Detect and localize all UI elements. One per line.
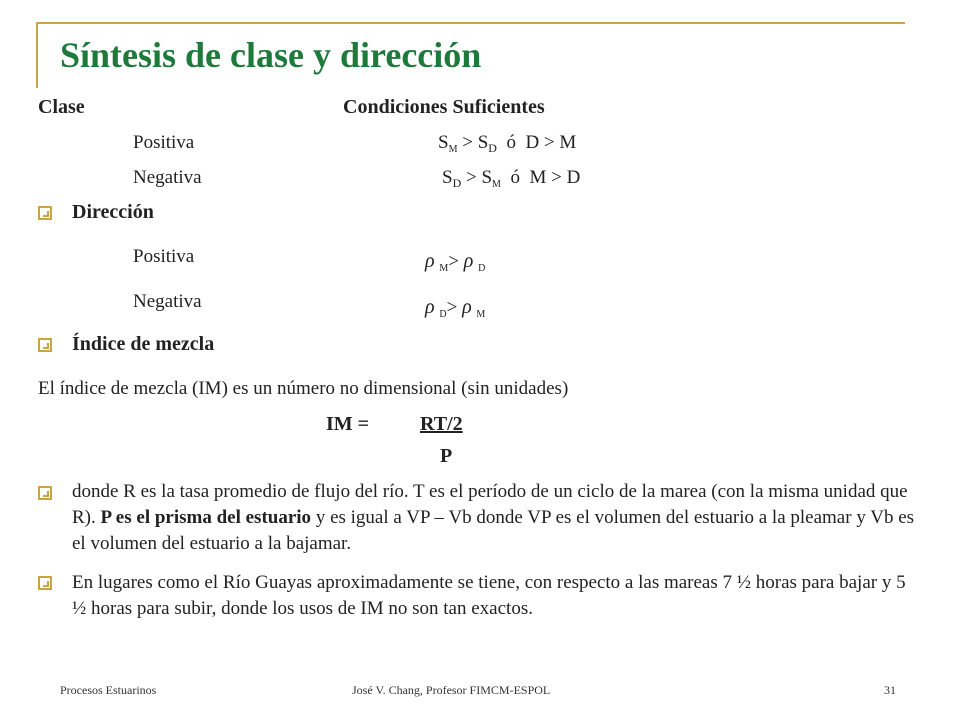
direction-positive-label: Positiva bbox=[133, 246, 195, 267]
checkbox-bullet-icon bbox=[38, 206, 52, 220]
class-negative-condition: $S_D > S_M$ ó M > D bbox=[442, 167, 581, 190]
left-rule bbox=[36, 22, 38, 88]
direction-negative-label: Negativa bbox=[133, 291, 202, 312]
formula-denominator: P bbox=[440, 445, 453, 467]
direction-negative-condition: ρ $_D$> ρ $_M$ bbox=[425, 296, 486, 320]
slide-title: Síntesis de clase y dirección bbox=[60, 35, 482, 75]
top-rule bbox=[36, 22, 905, 24]
footer-course: Procesos Estuarinos bbox=[60, 683, 157, 697]
checkbox-bullet-icon bbox=[38, 486, 52, 500]
class-positive-condition: $S_M > S_D$ ó D > M bbox=[438, 132, 577, 155]
direction-heading: Dirección bbox=[72, 201, 154, 223]
footer-page-number: 31 bbox=[884, 683, 896, 697]
class-column-header: Clase bbox=[38, 96, 85, 118]
direction-positive-condition: ρ $_M$> ρ $_D$ bbox=[425, 250, 486, 274]
class-positive-label: Positiva bbox=[133, 132, 195, 153]
guayas-paragraph: En lugares como el Río Guayas aproximadamente se tiene, con respecto a las mareas 7 ½ horas para bajar y 5 ½ horas para subir, donde los usos de IM no son tan exactos. bbox=[72, 572, 906, 619]
checkbox-bullet-icon bbox=[38, 338, 52, 352]
definition-paragraph: donde R es la tasa promedio de flujo del río. T es el período de un ciclo de la marea (con la misma unidad que R). P es el prisma del estuario y es igual a VP – Vb donde VP es el volumen del estuario a la pleamar y Vb es el volumen del estuario a la bajamar. bbox=[72, 481, 915, 554]
formula-lhs: IM = bbox=[326, 413, 370, 435]
class-negative-label: Negativa bbox=[133, 167, 202, 188]
footer-author: José V. Chang, Profesor FIMCM-ESPOL bbox=[352, 683, 551, 697]
mixing-index-heading: Índice de mezcla bbox=[72, 333, 215, 355]
checkbox-bullet-icon bbox=[38, 576, 52, 590]
formula-numerator: RT/2 bbox=[420, 413, 463, 435]
conditions-column-header: Condiciones Suficientes bbox=[343, 96, 545, 118]
mixing-index-intro: El índice de mezcla (IM) es un número no dimensional (sin unidades) bbox=[38, 378, 569, 399]
